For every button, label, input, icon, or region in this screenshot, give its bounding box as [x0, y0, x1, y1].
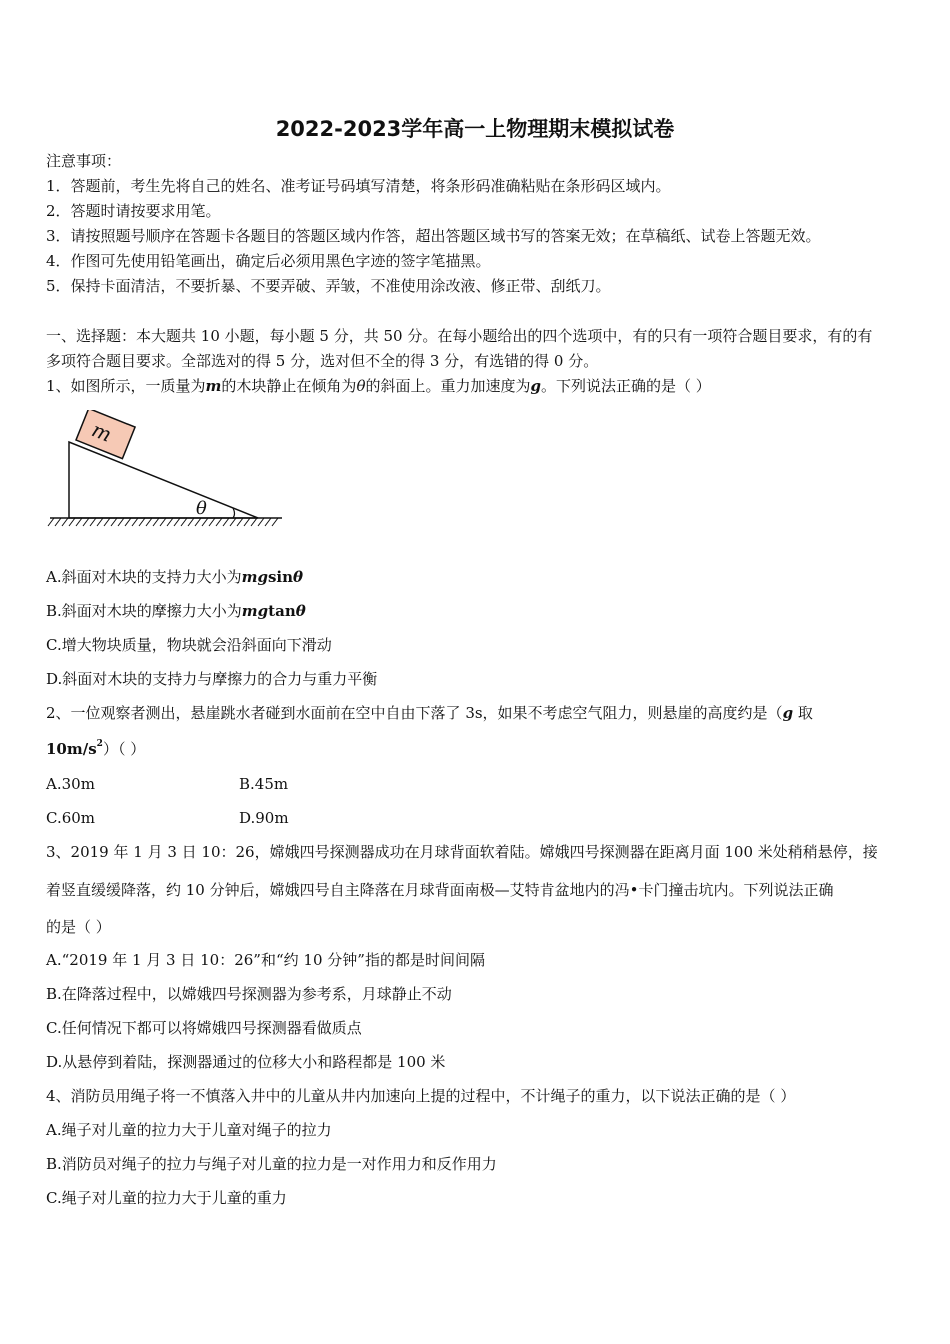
hatch-mark [251, 518, 257, 526]
q2-option-b: B.45m [239, 775, 289, 793]
hatch-mark [55, 518, 61, 526]
q1-option-a-formula: mg [241, 568, 268, 586]
q1-option-b [46, 601, 306, 621]
q1-option-d: D.斜面对木块的支持力与摩擦力的合力与重力平衡 [46, 670, 378, 688]
block [76, 410, 135, 459]
hatch-mark [195, 518, 201, 526]
notes-header: 注意事项： [46, 152, 122, 170]
note-item-5: 5．保持卡面清洁，不要折暴、不要弄破、弄皱，不准使用涂改液、修正带、刮纸刀。 [46, 277, 611, 295]
hatch-mark [118, 518, 124, 526]
hatch-mark [244, 518, 250, 526]
question-3-line-1: 3、2019 年 1 月 3 日 10：26，嫦娥四号探测器成功在月球背面软着陆。嫦娥四号探测器在距离月面 100 米处稍稍悬停，接 [46, 843, 878, 861]
q2-unit-exponent: 2 [96, 739, 103, 749]
hatch-mark [97, 518, 103, 526]
q2-option-c: C.60m [46, 809, 96, 827]
hatch-mark [265, 518, 271, 526]
block-mass-label: m [88, 417, 116, 447]
q2-gravity-symbol: g [782, 704, 794, 722]
q2-stem-part: 2、一位观察者测出，悬崖跳水者碰到水面前在空中自由下落了 3s，如果不考虑空气阻力，则悬崖的高度约是（ [46, 704, 783, 722]
hatch-mark [76, 518, 82, 526]
incline-triangle [69, 442, 258, 518]
hatch-mark [188, 518, 194, 526]
hatch-mark [62, 518, 68, 526]
question-2-line-1 [46, 703, 813, 723]
note-item-2: 2．答题时请按要求用笔。 [46, 202, 221, 220]
hatch-mark [216, 518, 222, 526]
q4-option-a: A.绳子对儿童的拉力大于儿童对绳子的拉力 [46, 1121, 332, 1139]
hatch-mark [146, 518, 152, 526]
q1-stem-part: 1、如图所示，一质量为 [46, 377, 206, 395]
q1-stem-part: 。下列说法正确的是（ ） [540, 377, 711, 395]
hatch-mark [125, 518, 131, 526]
q2-option-d: D.90m [239, 809, 289, 827]
section-intro-line-1: 一、选择题：本大题共 10 小题，每小题 5 分，共 50 分。在每小题给出的四个选项中，有的只有一项符合题目要求，有的有 [46, 327, 873, 345]
incline-figure [46, 410, 286, 535]
question-3-line-3: 的是（ ） [46, 918, 111, 936]
q1-stem-part: 的斜面上。重力加速度为 [365, 377, 531, 395]
q1-angle-symbol: θ [356, 377, 366, 395]
q2-option-a: A.30m [46, 775, 95, 793]
hatch-mark [48, 518, 54, 526]
q3-option-d: D.从悬停到着陆，探测器通过的位移大小和路程都是 100 米 [46, 1053, 446, 1071]
q1-option-a-var: θ [293, 568, 304, 586]
question-1-stem [46, 376, 711, 396]
section-intro-line-2: 多项符合题目要求。全部选对的得 5 分，选对但不全的得 3 分，有选错的得 0 分。 [46, 352, 599, 370]
hatch-mark [83, 518, 89, 526]
hatch-mark [272, 518, 278, 526]
q2-stem-part: ）（ ） [102, 740, 146, 758]
hatch-mark [139, 518, 145, 526]
q3-option-b: B.在降落过程中，以嫦娥四号探测器为参考系，月球静止不动 [46, 985, 452, 1003]
angle-label: θ [196, 498, 207, 519]
q3-option-a: A.“2019 年 1 月 3 日 10：26”和“约 10 分钟”指的都是时间间隔 [46, 951, 485, 969]
note-item-4: 4．作图可先使用铅笔画出，确定后必须用黑色字迹的签字笔描黑。 [46, 252, 491, 270]
page-title: 2022-2023学年高一上物理期末模拟试卷 [275, 117, 675, 141]
hatch-mark [223, 518, 229, 526]
hatch-mark [237, 518, 243, 526]
hatch-mark [230, 518, 236, 526]
q2-unit: 10m/s [46, 740, 97, 758]
q1-gravity-symbol: g [530, 377, 541, 395]
q1-option-b-func: tan [268, 602, 296, 620]
q2-stem-part: 取 [793, 704, 813, 722]
hatch-mark [111, 518, 117, 526]
hatch-mark [181, 518, 187, 526]
q1-option-a [46, 567, 303, 587]
q1-option-b-formula: mg [241, 602, 269, 620]
question-2-line-2 [46, 739, 145, 759]
note-item-3: 3．请按照题号顺序在答题卡各题目的答题区域内作答，超出答题区域书写的答案无效；在草稿纸、试卷上答题无效。 [46, 227, 821, 245]
hatch-mark [167, 518, 173, 526]
ground-hatching [48, 518, 282, 526]
question-3-line-2: 着竖直缓缓降落，约 10 分钟后，嫦娥四号自主降落在月球背面南极—艾特肯盆地内的冯•卡门撞击坑内。下列说法正确 [46, 881, 834, 899]
question-4-stem: 4、消防员用绳子将一不慎落入井中的儿童从井内加速向上提的过程中，不计绳子的重力，以下说法正确的是（ ） [46, 1087, 796, 1105]
q1-mass-symbol: m [205, 377, 222, 395]
hatch-mark [90, 518, 96, 526]
hatch-mark [209, 518, 215, 526]
q1-option-a-text: A.斜面对木块的支持力大小为 [46, 568, 242, 586]
q1-option-b-text: B.斜面对木块的摩擦力大小为 [46, 602, 242, 620]
hatch-mark [160, 518, 166, 526]
q1-stem-part: 的木块静止在倾角为 [221, 377, 357, 395]
hatch-mark [202, 518, 208, 526]
angle-arc [233, 508, 235, 518]
note-item-1: 1．答题前，考生先将自己的姓名、准考证号码填写清楚，将条形码准确粘贴在条形码区域内。 [46, 177, 671, 195]
q3-option-c: C.任何情况下都可以将嫦娥四号探测器看做质点 [46, 1019, 362, 1037]
hatch-mark [69, 518, 75, 526]
q4-option-b: B.消防员对绳子的拉力与绳子对儿童的拉力是一对作用力和反作用力 [46, 1155, 497, 1173]
hatch-mark [153, 518, 159, 526]
q1-option-c: C.增大物块质量，物块就会沿斜面向下滑动 [46, 636, 332, 654]
hatch-mark [104, 518, 110, 526]
hatch-mark [174, 518, 180, 526]
q1-option-a-func: sin [267, 568, 294, 586]
hatch-mark [132, 518, 138, 526]
q1-option-b-var: θ [295, 602, 306, 620]
hatch-mark [258, 518, 264, 526]
q4-option-c: C.绳子对儿童的拉力大于儿童的重力 [46, 1189, 287, 1207]
